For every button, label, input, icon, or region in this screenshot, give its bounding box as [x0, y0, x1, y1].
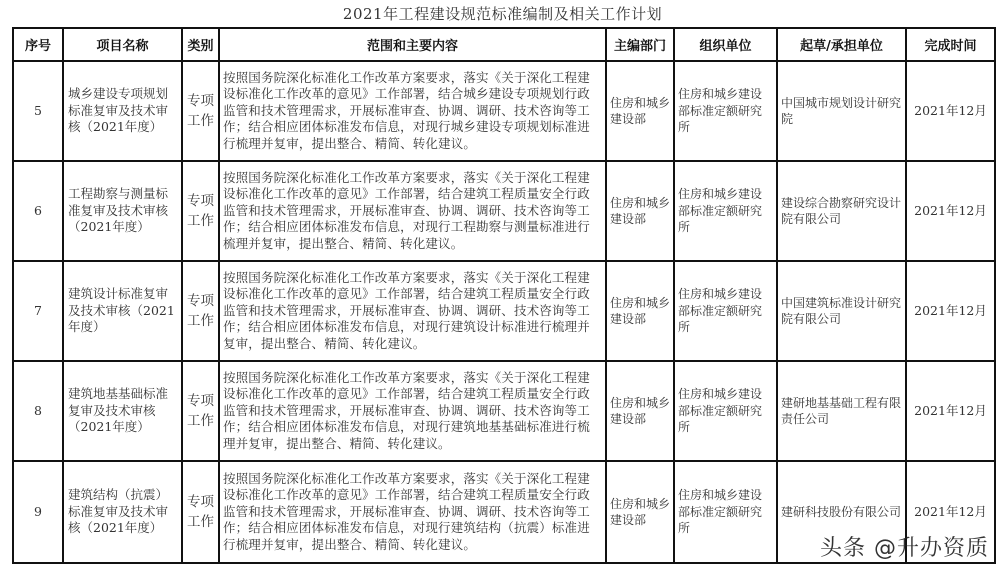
table-row	[13, 161, 995, 261]
cell-dept: 住房和城乡建设部	[606, 361, 674, 461]
cell-date: 2021年12月	[906, 461, 995, 563]
cell-no: 7	[13, 261, 63, 361]
cell-no: 9	[13, 461, 63, 563]
work-plan-table	[12, 27, 996, 564]
cell-date: 2021年12月	[906, 361, 995, 461]
cell-org: 住房和城乡建设部标准定额研究所	[674, 361, 777, 461]
cell-org: 住房和城乡建设部标准定额研究所	[674, 261, 777, 361]
cell-org: 住房和城乡建设部标准定额研究所	[674, 61, 777, 161]
header-drafter: 起草/承担单位	[777, 28, 906, 61]
table-header-row	[13, 28, 995, 61]
cell-no: 6	[13, 161, 63, 261]
document-title: 2021年工程建设规范标准编制及相关工作计划	[342, 5, 663, 23]
cell-content: 按照国务院深化标准化工作改革方案要求，落实《关于深化工程建设标准化工作改革的意见》工作部署，结合城乡建设专项规划行政监管和技术管理需求，开展标准审查、协调、调研、技术咨询等工作；结合相应团体标准发布信息，对现行城乡建设专项规划标准进行梳理并复审，提出整合、精简、转化建议。	[219, 61, 606, 161]
table-row	[13, 261, 995, 361]
cell-dept: 住房和城乡建设部	[606, 461, 674, 563]
cell-type: 专项工作	[182, 161, 219, 261]
watermark: 头条 @升办资质	[820, 536, 989, 561]
cell-type: 专项工作	[182, 61, 219, 161]
cell-name: 城乡建设专项规划标准复审及技术审核（2021年度）	[63, 61, 182, 161]
header-date: 完成时间	[906, 28, 995, 61]
cell-dept: 住房和城乡建设部	[606, 61, 674, 161]
cell-type: 专项工作	[182, 461, 219, 563]
cell-name: 建筑设计标准复审及技术审核（2021年度）	[63, 261, 182, 361]
cell-content: 按照国务院深化标准化工作改革方案要求，落实《关于深化工程建设标准化工作改革的意见》工作部署，结合建筑工程质量安全行政监管和技术管理需求，开展标准审查、协调、调研、技术咨询等工作；结合相应团体标准发布信息，对现行建筑地基基础标准进行梳理并复审，提出整合、精简、转化建议。	[219, 361, 606, 461]
cell-name: 建筑结构（抗震）标准复审及技术审核（2021年度）	[63, 461, 182, 563]
cell-name: 工程勘察与测量标准复审及技术审核（2021年度）	[63, 161, 182, 261]
cell-drafter: 中国建筑标准设计研究院有限公司	[777, 261, 906, 361]
cell-no: 5	[13, 61, 63, 161]
cell-name: 建筑地基基础标准复审及技术审核（2021年度）	[63, 361, 182, 461]
header-dept: 主编部门	[606, 28, 674, 61]
cell-dept: 住房和城乡建设部	[606, 261, 674, 361]
cell-drafter: 建设综合勘察研究设计院有限公司	[777, 161, 906, 261]
cell-date: 2021年12月	[906, 61, 995, 161]
header-org: 组织单位	[674, 28, 777, 61]
cell-drafter: 建研科技股份有限公司	[777, 461, 906, 563]
table-row	[13, 61, 995, 161]
cell-no: 8	[13, 361, 63, 461]
cell-type: 专项工作	[182, 361, 219, 461]
cell-date: 2021年12月	[906, 261, 995, 361]
cell-org: 住房和城乡建设部标准定额研究所	[674, 161, 777, 261]
cell-date: 2021年12月	[906, 161, 995, 261]
header-content: 范围和主要内容	[219, 28, 606, 61]
cell-type: 专项工作	[182, 261, 219, 361]
cell-drafter: 建研地基基础工程有限责任公司	[777, 361, 906, 461]
header-name: 项目名称	[63, 28, 182, 61]
cell-content: 按照国务院深化标准化工作改革方案要求，落实《关于深化工程建设标准化工作改革的意见》工作部署，结合建筑工程质量安全行政监管和技术管理需求，开展标准审查、协调、调研、技术咨询等工作；结合相应团体标准发布信息，对现行建筑结构（抗震）标准进行梳理并复审，提出整合、精简、转化建议。	[219, 461, 606, 563]
header-type: 类别	[182, 28, 219, 61]
cell-dept: 住房和城乡建设部	[606, 161, 674, 261]
cell-content: 按照国务院深化标准化工作改革方案要求，落实《关于深化工程建设标准化工作改革的意见》工作部署，结合建筑工程质量安全行政监管和技术管理需求，开展标准审查、协调、调研、技术咨询等工作；结合相应团体标准发布信息，对现行工程勘察与测量标准进行梳理并复审，提出整合、精简、转化建议。	[219, 161, 606, 261]
header-no: 序号	[13, 28, 63, 61]
table-row	[13, 361, 995, 461]
cell-drafter: 中国城市规划设计研究院	[777, 61, 906, 161]
cell-content: 按照国务院深化标准化工作改革方案要求，落实《关于深化工程建设标准化工作改革的意见》工作部署，结合建筑工程质量安全行政监管和技术管理需求，开展标准审查、协调、调研、技术咨询等工作；结合相应团体标准发布信息，对现行建筑设计标准进行梳理并复审，提出整合、精简、转化建议。	[219, 261, 606, 361]
cell-org: 住房和城乡建设部标准定额研究所	[674, 461, 777, 563]
